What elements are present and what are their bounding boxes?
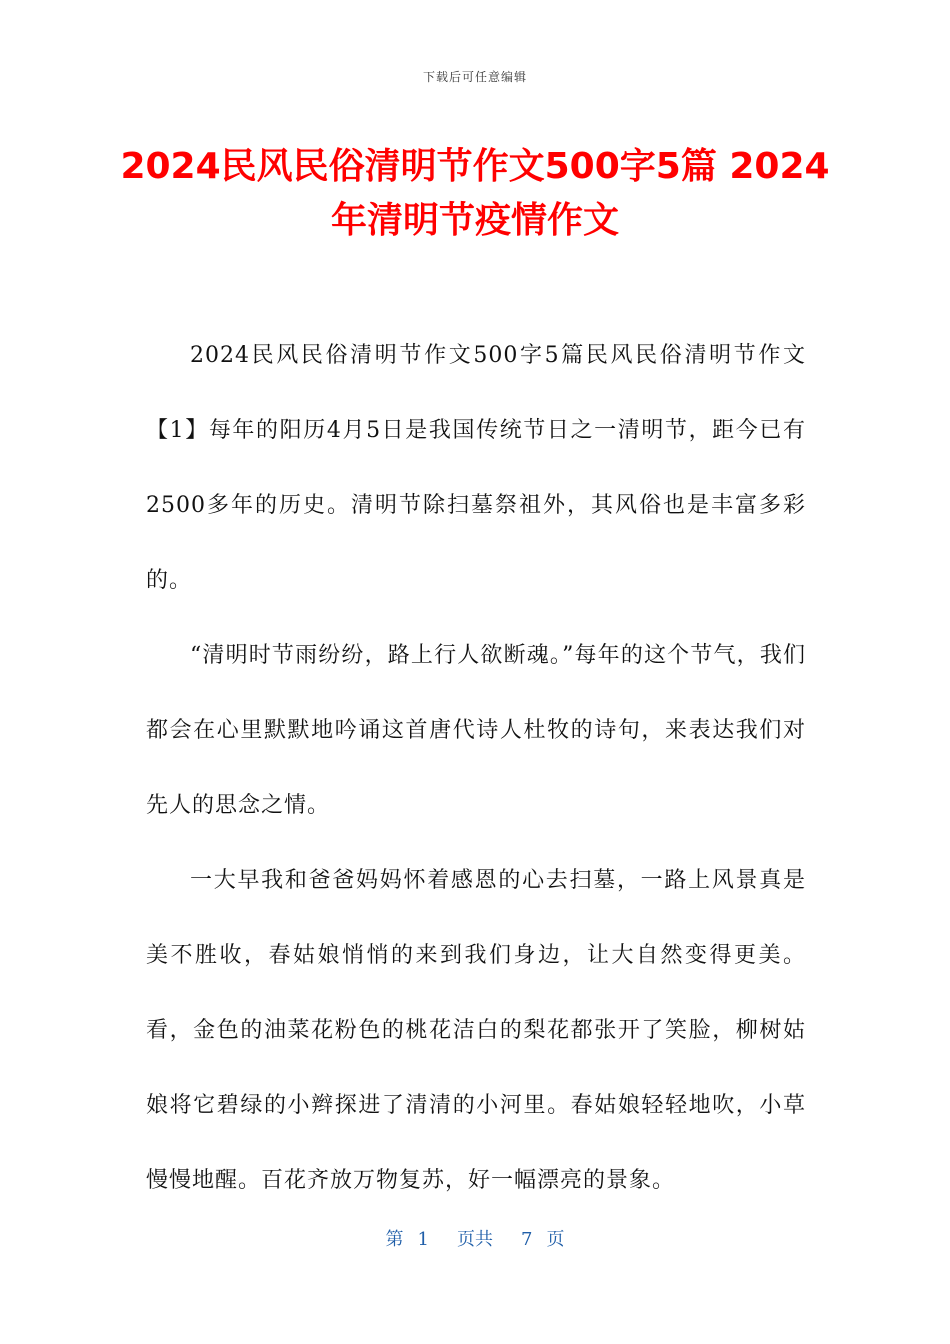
- paragraph: “清明时节雨纷纷，路上行人欲断魂。”每年的这个节气，我们都会在心里默默地吟诵这首唐代诗人杜牧的诗句，来表达我们对先人的思念之情。: [146, 643, 806, 818]
- document-title: 2024民风民俗清明节作文500字5篇 2024年清明节疫情作文: [120, 146, 830, 241]
- document-body: [146, 318, 806, 1218]
- paragraph: 一大早我和爸爸妈妈怀着感恩的心去扫墓，一路上风景真是美不胜收，春姑娘悄悄的来到我们身边，让大自然变得更美。看，金色的油菜花粉色的桃花洁白的梨花都张开了笑脸，柳树姑娘将它碧绿的小辫探进了清清的小河里。春姑娘轻轻地吹，小草慢慢地醒。百花齐放万物复苏，好一幅漂亮的景象。: [146, 868, 806, 1193]
- current-page-number: 1: [417, 1229, 429, 1250]
- page-number-footer: [0, 1225, 950, 1251]
- paragraph: 2024民风民俗清明节作文500字5篇民风民俗清明节作文【1】每年的阳历4月5日是我国传统节日之一清明节，距今已有2500多年的历史。清明节除扫墓祭祖外，其风俗也是丰富多彩的。: [146, 343, 806, 593]
- page-label-mid: 页共: [457, 1229, 493, 1250]
- page-label-suffix: 页: [546, 1229, 565, 1250]
- total-pages-number: 7: [521, 1229, 533, 1250]
- header-note: 下载后可任意编辑: [422, 70, 527, 84]
- page-label-prefix: 第: [385, 1229, 404, 1250]
